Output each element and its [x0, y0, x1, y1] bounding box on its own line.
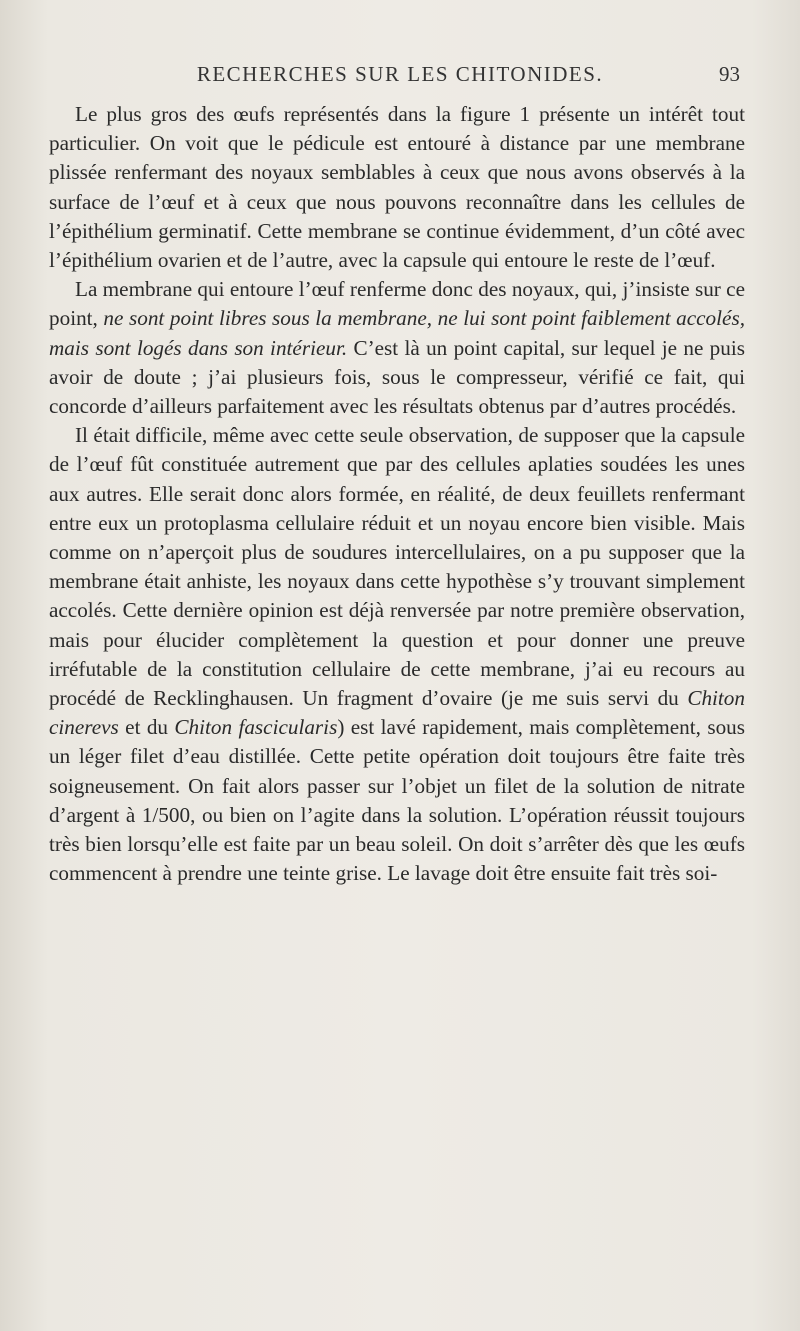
- paragraph-2: [49, 275, 745, 421]
- paragraph-3-conjunction: et du: [118, 715, 175, 740]
- paragraph-2-text: La membrane qui entoure l’œuf renferme donc des noyaux, qui, j’insiste sur ce point,: [49, 277, 745, 331]
- body-text: [49, 100, 745, 888]
- paragraph-1: Le plus gros des œufs représentés dans la figure 1 présente un intérêt tout particulier. On voit que le pédicule est entouré à distance par une membrane plissée renfermant des noyaux semblables à ceux que nous avons observés à la surface de l’œuf et à ceux que nous pouvons reconnaître dans les cellules de l’épithélium germinatif. Cette membrane se continue évidemment, d’un côté avec l’épithélium ovarien et de l’autre, avec la capsule qui entoure le reste de l’œuf.: [49, 102, 745, 273]
- running-head: [60, 62, 740, 92]
- paragraph-3-text: Il était difficile, même avec cette seule observation, de supposer que la capsule de l’œuf fût constituée autrement que par des cellules aplaties soudées les unes aux autres. Elle serait donc alors formée, en réalité, de deux feuillets renfermant entre eux un protoplasma cellulaire réduit et un noyau encore bien visible. Mais comme on n’aperçoit plus de soudures intercellulaires, on a pu supposer que la membrane était anhiste, les noyaux dans cette hypothèse s’y trouvant simplement accolés. Cette dernière opinion est déjà renversée par notre première observation, mais pour élucider complètement la question et pour donner une preuve irréfutable de la constitution cellulaire de cette membrane, j’ai eu recours au procédé de Recklinghausen. Un fragment d’ovaire (je me suis servi du: [49, 423, 745, 711]
- paragraph-2-emphasis: ne sont point libres sous la membrane, ne lui sont point faiblement accolés, mais sont logés dans son intérieur.: [49, 306, 745, 360]
- paragraph-3: [49, 421, 745, 888]
- paragraph-2-text-end: C’est là un point capital, sur lequel je ne puis avoir de doute ; j’ai plusieurs fois, sous le compresseur, vérifié ce fait, qui concorde d’ailleurs parfaitement avec les résultats obtenus par d’autres procédés.: [49, 335, 745, 419]
- page-number: 93: [719, 62, 740, 86]
- paragraph-3-text-end: ) est lavé rapidement, mais complètement, sous un léger filet d’eau distillée. Cette petite opération doit toujours être faite très soigneusement. On fait alors passer sur l’objet un filet de la solution de nitrate d’argent à 1/500, ou bien on l’agite dans la solution. L’opération réussit toujours très bien lorsqu’elle est faite par un beau soleil. On doit s’arrêter dès que les œufs commencent à prendre une teinte grise. Le lavage doit être ensuite fait très soi-: [49, 715, 746, 886]
- running-title: RECHERCHES SUR LES CHITONIDES.: [196, 62, 604, 86]
- species-name-fascicularis: Chiton fascicularis: [174, 715, 338, 740]
- species-name-cinereus: Chiton cinerevs: [49, 686, 745, 740]
